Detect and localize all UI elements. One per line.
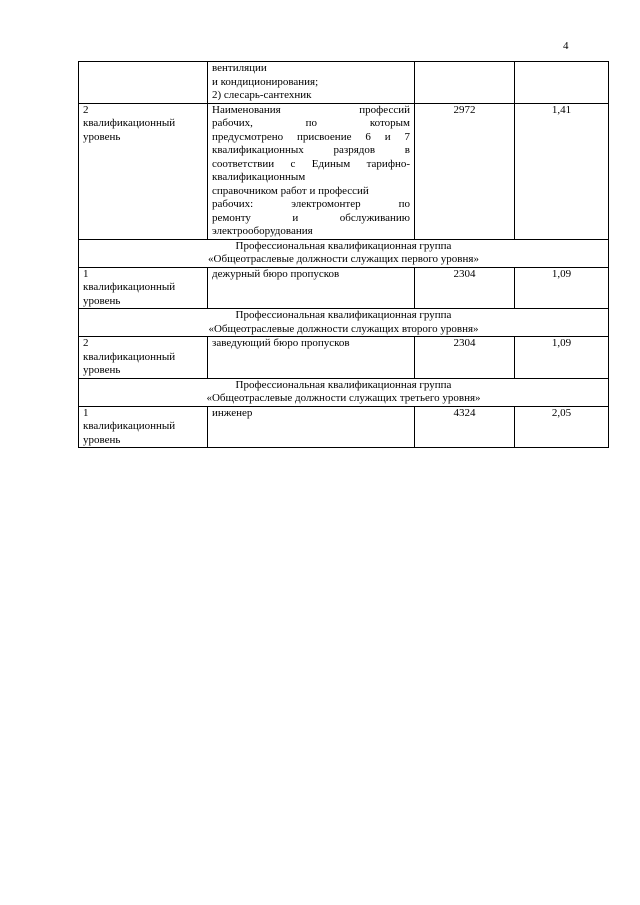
- base-salary-cell: [415, 103, 515, 239]
- position-name-line: рабочих, по которым: [212, 117, 410, 129]
- qualification-level-line: 1: [83, 406, 89, 419]
- coefficient-cell: [515, 62, 609, 104]
- group-header-line: «Общеотраслевые должности служащих третьего уровня»: [206, 392, 481, 404]
- position-name-cell: [208, 103, 415, 239]
- qualification-level-cell: [79, 62, 208, 104]
- group-header-cell: [79, 309, 609, 337]
- position-name-line: рабочих: электромонтер по: [212, 198, 410, 210]
- position-name-line: квалификационным: [212, 171, 306, 183]
- base-salary-value: [419, 62, 510, 76]
- coefficient-value: [519, 62, 604, 76]
- base-salary-value: 2972: [453, 103, 476, 116]
- qualification-level-line: квалификационный: [83, 281, 176, 293]
- qualification-level-cell: [79, 103, 208, 239]
- coefficient-cell: [515, 337, 609, 379]
- base-salary-value: 2304: [453, 267, 476, 280]
- coefficient-cell: [515, 406, 609, 448]
- table-row: [79, 337, 609, 379]
- qualification-level-line: 2: [83, 337, 89, 349]
- group-header-row: [79, 378, 609, 406]
- group-header-line: «Общеотраслевые должности служащих второго уровня»: [208, 322, 479, 335]
- qualification-level-line: уровень: [83, 130, 121, 143]
- qualification-level-line: квалификационный: [83, 350, 176, 363]
- position-name-line: инженер: [212, 406, 253, 419]
- coefficient-value: 1,41: [551, 103, 572, 116]
- position-name-line: ремонту и обслуживанию: [212, 211, 410, 224]
- coefficient-value: 1,09: [551, 267, 572, 280]
- group-header-line: «Общеотраслевые должности служащих первого уровня»: [208, 253, 479, 265]
- table-row: [79, 103, 609, 239]
- position-name-line: вентиляции: [212, 62, 267, 74]
- table-row: [79, 62, 609, 104]
- base-salary-value: 4324: [453, 406, 476, 419]
- page-number: 4: [563, 40, 569, 52]
- position-name-cell: [208, 62, 415, 104]
- qualification-level-line: уровень: [83, 364, 121, 376]
- base-salary-cell: [415, 62, 515, 104]
- base-salary-value: 2304: [453, 337, 476, 349]
- qualification-level-line: уровень: [83, 433, 121, 446]
- group-header-line: Профессиональная квалификационная группа: [235, 309, 452, 321]
- position-name-line: 2) слесарь-сантехник: [212, 89, 312, 101]
- position-name-line: заведующий бюро пропусков: [212, 337, 350, 349]
- base-salary-cell: [415, 267, 515, 309]
- salary-table: [78, 61, 609, 448]
- qualification-level-line: 2: [83, 103, 89, 116]
- coefficient-cell: [515, 267, 609, 309]
- qualification-level-line: 1: [83, 267, 89, 280]
- coefficient-cell: [515, 103, 609, 239]
- position-name-line: и кондиционирования;: [212, 75, 319, 88]
- qualification-level-cell: [79, 406, 208, 448]
- position-name-line: Наименования профессий: [212, 103, 410, 116]
- base-salary-cell: [415, 406, 515, 448]
- position-name-line: справочником работ и профессий: [212, 184, 369, 197]
- qualification-level-cell: [79, 267, 208, 309]
- qualification-level-line: [83, 62, 203, 76]
- position-name-cell: [208, 267, 415, 309]
- group-header-line: Профессиональная квалификационная группа: [235, 239, 452, 252]
- coefficient-value: 2,05: [551, 406, 572, 419]
- base-salary-cell: [415, 337, 515, 379]
- qualification-level-cell: [79, 337, 208, 379]
- group-header-cell: [79, 239, 609, 267]
- table-row: [79, 267, 609, 309]
- position-name-cell: [208, 406, 415, 448]
- position-name-line: квалификационных разрядов в: [212, 144, 410, 156]
- position-name-line: дежурный бюро пропусков: [212, 267, 340, 280]
- qualification-level-line: квалификационный: [83, 117, 176, 129]
- position-name-line: соответствии с Единым тарифно-: [212, 157, 410, 170]
- table-row: [79, 406, 609, 448]
- group-header-row: [79, 239, 609, 267]
- qualification-level-line: квалификационный: [83, 420, 176, 432]
- qualification-level-line: уровень: [83, 294, 121, 307]
- table-body: [79, 62, 609, 448]
- position-name-line: электрооборудования: [212, 225, 313, 237]
- group-header-line: Профессиональная квалификационная группа: [235, 378, 452, 391]
- coefficient-value: 1,09: [551, 337, 572, 349]
- position-name-cell: [208, 337, 415, 379]
- group-header-row: [79, 309, 609, 337]
- group-header-cell: [79, 378, 609, 406]
- position-name-line: предусмотрено присвоение 6 и 7: [212, 130, 410, 143]
